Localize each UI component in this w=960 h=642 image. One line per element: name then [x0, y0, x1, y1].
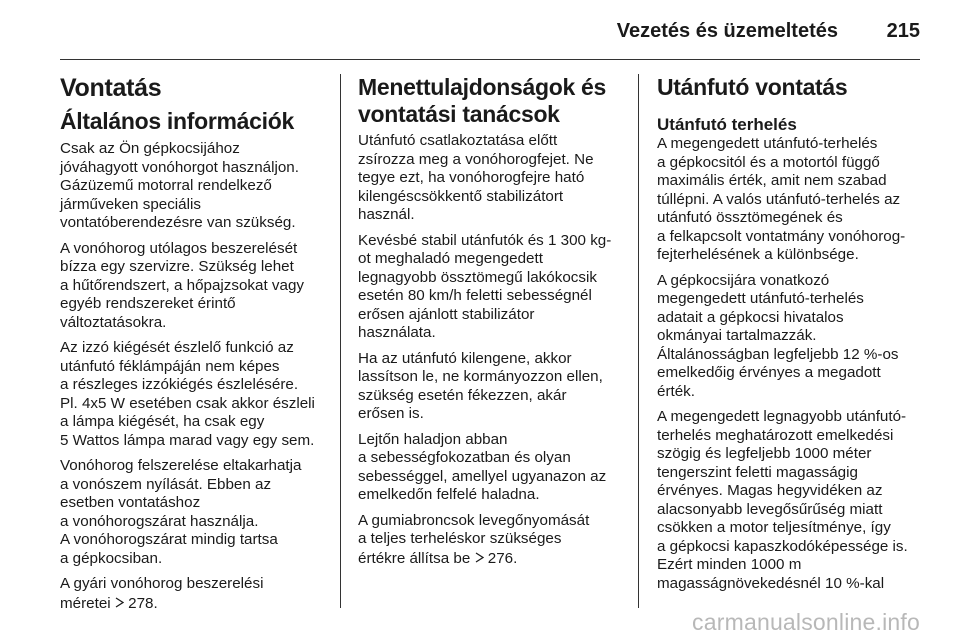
- text-line: fejterhelésének a különbsége.: [657, 246, 859, 263]
- text-line: A gumiabroncsok levegőnyomását: [358, 511, 590, 529]
- text-line: a gépkocsiban.: [60, 549, 163, 567]
- paragraph: [657, 135, 927, 265]
- text-line: a felkapcsolt vontatmány vonóhorog-: [657, 227, 906, 245]
- text-line: a részleges izzókiégés észlelésére.: [60, 376, 299, 393]
- text-line: adatait a gépkocsi hivatalos: [657, 308, 844, 326]
- text-line: Az izzó kiégését észlelő funkció az: [60, 339, 294, 356]
- page-reference-link[interactable]: 278.: [128, 594, 158, 612]
- text-line: a lámpa kiégését, ha csak egy: [60, 413, 265, 430]
- page-number: 215: [886, 20, 920, 42]
- paragraph: [358, 431, 628, 505]
- text-line: maximális érték, amit nem szabad: [657, 172, 887, 189]
- text-line: 5 Wattos lámpa marad vagy egy sem.: [60, 431, 315, 449]
- column-2: [358, 74, 628, 575]
- text-line: esetén 80 km/h feletti sebességnél: [358, 287, 592, 304]
- text-line: emelkedőn felfelé haladna.: [358, 486, 540, 503]
- text-line: kilengéscsökkentő stabilizátort: [358, 187, 564, 205]
- header-divider: [60, 59, 920, 60]
- text-line: Gázüzemű motorral rendelkező: [60, 177, 272, 194]
- heading-menettulajdonsagok: [358, 74, 628, 128]
- column-divider-1: [340, 74, 341, 608]
- text-fragment: méretei: [60, 594, 111, 612]
- text-line: A vonóhorogszárat mindig tartsa: [60, 531, 278, 548]
- text-line: legnagyobb össztömegű lakókocsik: [358, 268, 597, 286]
- text-line: a vonószem nyílását. Ebben az: [60, 475, 272, 493]
- text-line: sebességgel, amellyel ugyanazon az: [358, 467, 607, 485]
- text-line: használ.: [358, 206, 415, 223]
- text-line: a sebességfokozatban és olyan: [358, 449, 571, 466]
- text-line: A megengedett utánfutó-terhelés: [657, 135, 878, 152]
- text-line: okmányai tartalmazzák.: [657, 327, 817, 344]
- text-line: Vonóhorog felszerelése eltakarhatja: [60, 457, 302, 474]
- text-line: vontatóberendezésre van szükség.: [60, 214, 296, 231]
- heading-utanfuto-terheles: Utánfutó terhelés: [657, 115, 797, 134]
- text-line: utánfutó féklámpáján nem képes: [60, 357, 280, 375]
- text-line: magasságnövekedésnél 10 %-kal: [657, 574, 885, 592]
- text-fragment: értékre állítsa be: [358, 549, 471, 567]
- text-line: szögig és legfeljebb 1000 méter: [657, 445, 872, 462]
- text-line: egyéb rendszereket érintő: [60, 295, 236, 312]
- text-line: szükség esetén fékezzen, akár: [358, 386, 567, 404]
- heading-utanfuto-vontatas: Utánfutó vontatás: [657, 74, 848, 100]
- text-line: tengerszint feletti magasságig: [657, 463, 858, 481]
- text-line: a gépkocsitól és a motortól függő: [657, 153, 880, 171]
- column-3: [657, 74, 927, 600]
- paragraph: [60, 140, 330, 233]
- paragraph: [657, 408, 927, 593]
- text-line: lassítson le, ne kormányozzon ellen,: [358, 368, 603, 385]
- text-line: A megengedett legnagyobb utánfutó-: [657, 408, 907, 425]
- text-line: csökken a motor teljesítménye, így: [657, 519, 891, 536]
- text-line: tegye ezt, ha vonóhorogfejre ható: [358, 169, 585, 186]
- column-divider-2: [638, 74, 639, 608]
- page-reference-link[interactable]: 276.: [487, 549, 518, 567]
- watermark: carmanualsonline.info: [692, 609, 920, 635]
- text-line: A vonóhorog utólagos beszerelését: [60, 239, 298, 257]
- paragraph: [358, 350, 628, 424]
- text-line: Utánfutó csatlakoztatása előtt: [358, 132, 558, 149]
- text-line: a vonóhorogszárat használja.: [60, 512, 259, 530]
- text-line: változtatásokra.: [60, 313, 167, 331]
- section-title: Vezetés és üzemeltetés: [616, 20, 838, 42]
- text-line: Csak az Ön gépkocsijához: [60, 140, 240, 157]
- heading-vontatas: Vontatás: [60, 74, 162, 102]
- text-line: [60, 594, 330, 614]
- text-line: a gépkocsi kapaszkodóképessége is.: [657, 537, 908, 555]
- text-line: érvényes. Magas hegyvidéken az: [657, 482, 883, 499]
- text-line: érték.: [657, 382, 695, 400]
- paragraph: [358, 232, 628, 343]
- text-line: a teljes terheléskor szükséges: [358, 530, 562, 547]
- text-line: A gyári vonóhorog beszerelési: [60, 575, 264, 592]
- text-line: esetben vontatáshoz: [60, 494, 201, 511]
- paragraph: [60, 240, 330, 333]
- text-line: járműveken speciális: [60, 195, 201, 213]
- text-line: használata.: [358, 324, 436, 341]
- text-line: jóváhagyott vonóhorgot használjon.: [60, 158, 299, 176]
- text-line: túllépni. A valós utánfutó-terhelés az: [657, 190, 901, 208]
- text-line: A gépkocsijára vonatkozó: [657, 271, 830, 289]
- text-line: Kevésbé stabil utánfutók és 1 300 kg-: [358, 231, 612, 249]
- paragraph: [60, 457, 330, 568]
- text-line: ot meghaladó megengedett: [358, 250, 543, 267]
- heading-line: Menettulajdonságok és: [358, 74, 607, 100]
- heading-line: vontatási tanácsok: [358, 101, 560, 127]
- paragraph: [358, 512, 628, 569]
- paragraph: [60, 575, 330, 613]
- column-1: [60, 74, 330, 620]
- text-line: bízza egy szervizre. Szükség lehet: [60, 258, 294, 275]
- heading-altalanos-informaciok: Általános információk: [60, 108, 294, 134]
- arrow-right-outline-icon: [115, 594, 124, 613]
- text-line: megengedett utánfutó-terhelés: [657, 290, 864, 307]
- text-line: erősen ajánlott stabilizátor: [358, 305, 535, 323]
- text-line: Általánosságban legfeljebb 12 %-os: [657, 345, 899, 363]
- page-header: [0, 0, 960, 62]
- text-line: emelkedőig érvényes a megadott: [657, 364, 881, 381]
- paragraph: [657, 272, 927, 402]
- text-line: terhelés meghatározott emelkedési: [657, 426, 894, 444]
- paragraph: [60, 339, 330, 450]
- text-line: a hűtőrendszert, a hőpajzsokat vagy: [60, 276, 304, 294]
- text-line: Lejtőn haladjon abban: [358, 430, 508, 448]
- text-line: erősen is.: [358, 405, 424, 422]
- text-line: Pl. 4x5 W esetében csak akkor észleli: [60, 394, 315, 412]
- text-line: zsírozza meg a vonóhorogfejet. Ne: [358, 150, 594, 168]
- text-line: utánfutó össztömegének és: [657, 209, 843, 226]
- arrow-right-outline-icon: [475, 549, 484, 568]
- text-line: Ha az utánfutó kilengene, akkor: [358, 349, 572, 367]
- paragraph: [358, 132, 628, 225]
- text-line: [358, 549, 628, 569]
- text-line: alacsonyabb levegősűrűség miatt: [657, 500, 883, 518]
- text-line: Ezért minden 1000 m: [657, 556, 802, 573]
